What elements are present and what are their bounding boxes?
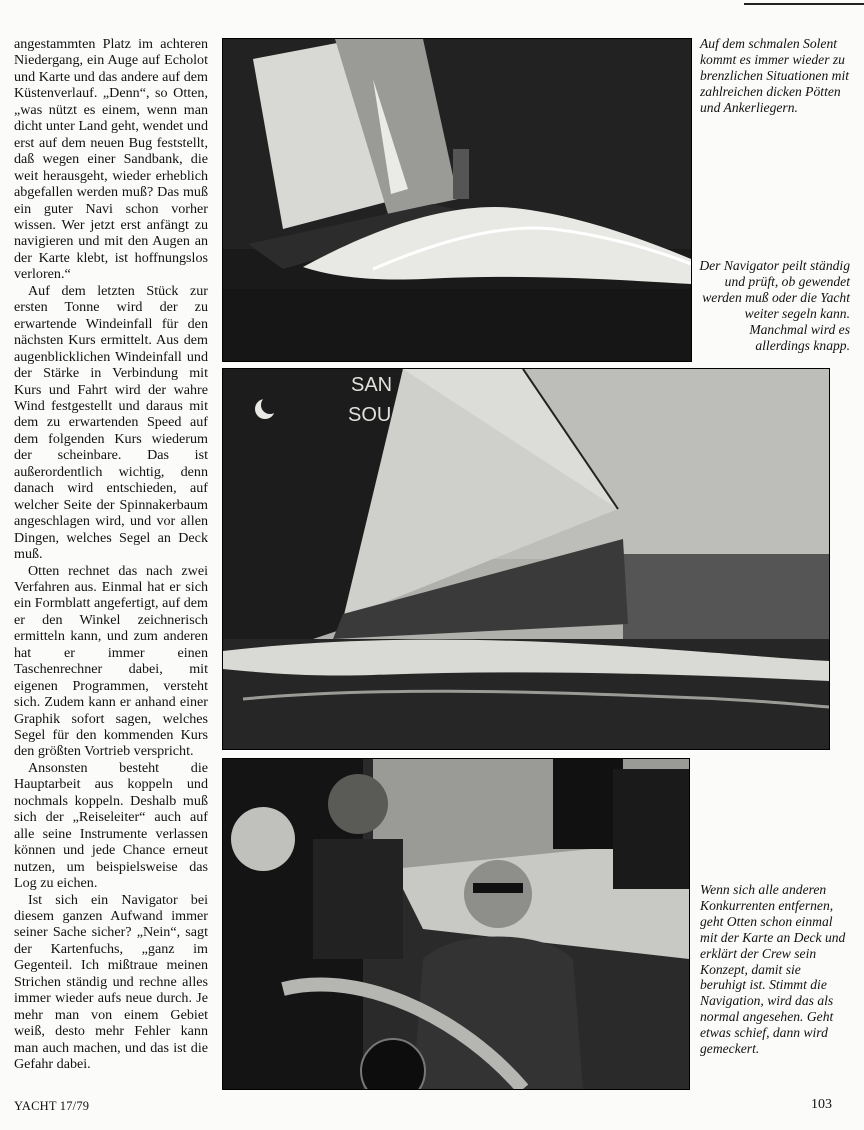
paragraph: Ist sich ein Navigator bei diesem ganzen Aufwand immer seiner Sache sicher? „Nein“, sagt der Kartenfuchs, „ganz im Gegenteil. Ich mißtraue meinen Strichen ständig und rechne alles immer wieder aufs neue durch. Je mehr man von einem Gebiet weiß, desto mehr Fehler kann man auch machen, und das ist die Gefahr dabei. bbox=[14, 891, 208, 1073]
paragraph: Auf dem letzten Stück zur ersten Tonne wird der zu erwartende Windeinfall für den nächsten Kurs ermittelt. Aus dem augenblicklichen Windeinfall und der Stärke in Verbindung mit Kurs und Fahrt wird der wahre Wind festgestellt und daraus mit dem zu erwartenden Speed auf dem folgenden Kurs wiederum der scheinbare. Das ist außerordentlich wichtig, denn danach wird entschieden, auf welcher Seite der Spinnakerbaum angeschlagen wird, und vor allen Dingen, welches Segel an Deck muß. bbox=[14, 282, 208, 563]
caption-photo-3: Wenn sich alle anderen Konkurrenten entfernen, geht Otten schon einmal mit der Karte an Deck und erklärt der Crew sein Konzept, damit sie beruhigt ist. Stimmt die Navigation, wird das als normal angesehen. Geht etwas schief, dann wird gemeckert. bbox=[700, 882, 846, 1057]
caption-photo-2: Der Navigator peilt ständig und prüft, ob gewendet werden muß oder die Yacht weiter segeln kann. Manchmal wird es allerdings knapp. bbox=[699, 258, 850, 353]
photo-navigator-crew bbox=[222, 758, 690, 1090]
footer-magazine-issue: YACHT 17/79 bbox=[14, 1099, 90, 1113]
hull-text-line-1: SAN bbox=[351, 374, 393, 396]
hull-text-line-2: SOU bbox=[348, 404, 392, 426]
top-rule bbox=[744, 3, 864, 5]
article-text-column bbox=[14, 36, 208, 1073]
photo-yacht-hull bbox=[222, 368, 830, 750]
paragraph: Otten rechnet das nach zwei Verfahren aus. Einmal hat er sich ein Formblatt angefertigt, auf dem er den Winkel zeichnerisch ermitteln kann, und zum anderen hat er immer einen Taschenrechner dabei, mit eigenen Programmen, versteht sich. Zudem kann er anhand einer Graphik sofort sagen, welches Segel für den kommenden Kurs den größten Vortrieb verspricht. bbox=[14, 562, 208, 760]
paragraph: Ansonsten besteht die Hauptarbeit aus koppeln und nochmals koppeln. Deshalb muß sich der „Reiseleiter“ auch auf alle seine Instrumente verlassen können und jede Chance erneut nutzen, um beispielsweise das Log zu eichen. bbox=[14, 759, 208, 892]
paragraph: angestammten Platz im achteren Niedergang, ein Auge auf Echolot und Karte und das andere auf dem Küstenverlauf. „Denn“, so Otten, „was nützt es einem, wenn man dicht unter Land geht, wendet und erst auf dem neuen Bug feststellt, daß wegen einer Sandbank, die weit herausgeht, wieder erheblich abgefallen werden muß? Das muß ein guter Navi schon vorher wissen. Wer jetzt erst anfängt zu navigieren und mit den Augen an der Karte klebt, ist hoffnungslos verloren.“ bbox=[14, 36, 208, 283]
photo-yacht-spray bbox=[222, 38, 692, 362]
page-number: 103 bbox=[811, 1097, 832, 1112]
caption-photo-1: Auf dem schmalen Solent kommt es immer wieder zu brenzlichen Situationen mit zahlreichen dicken Pötten und Ankerliegern. bbox=[700, 36, 850, 115]
